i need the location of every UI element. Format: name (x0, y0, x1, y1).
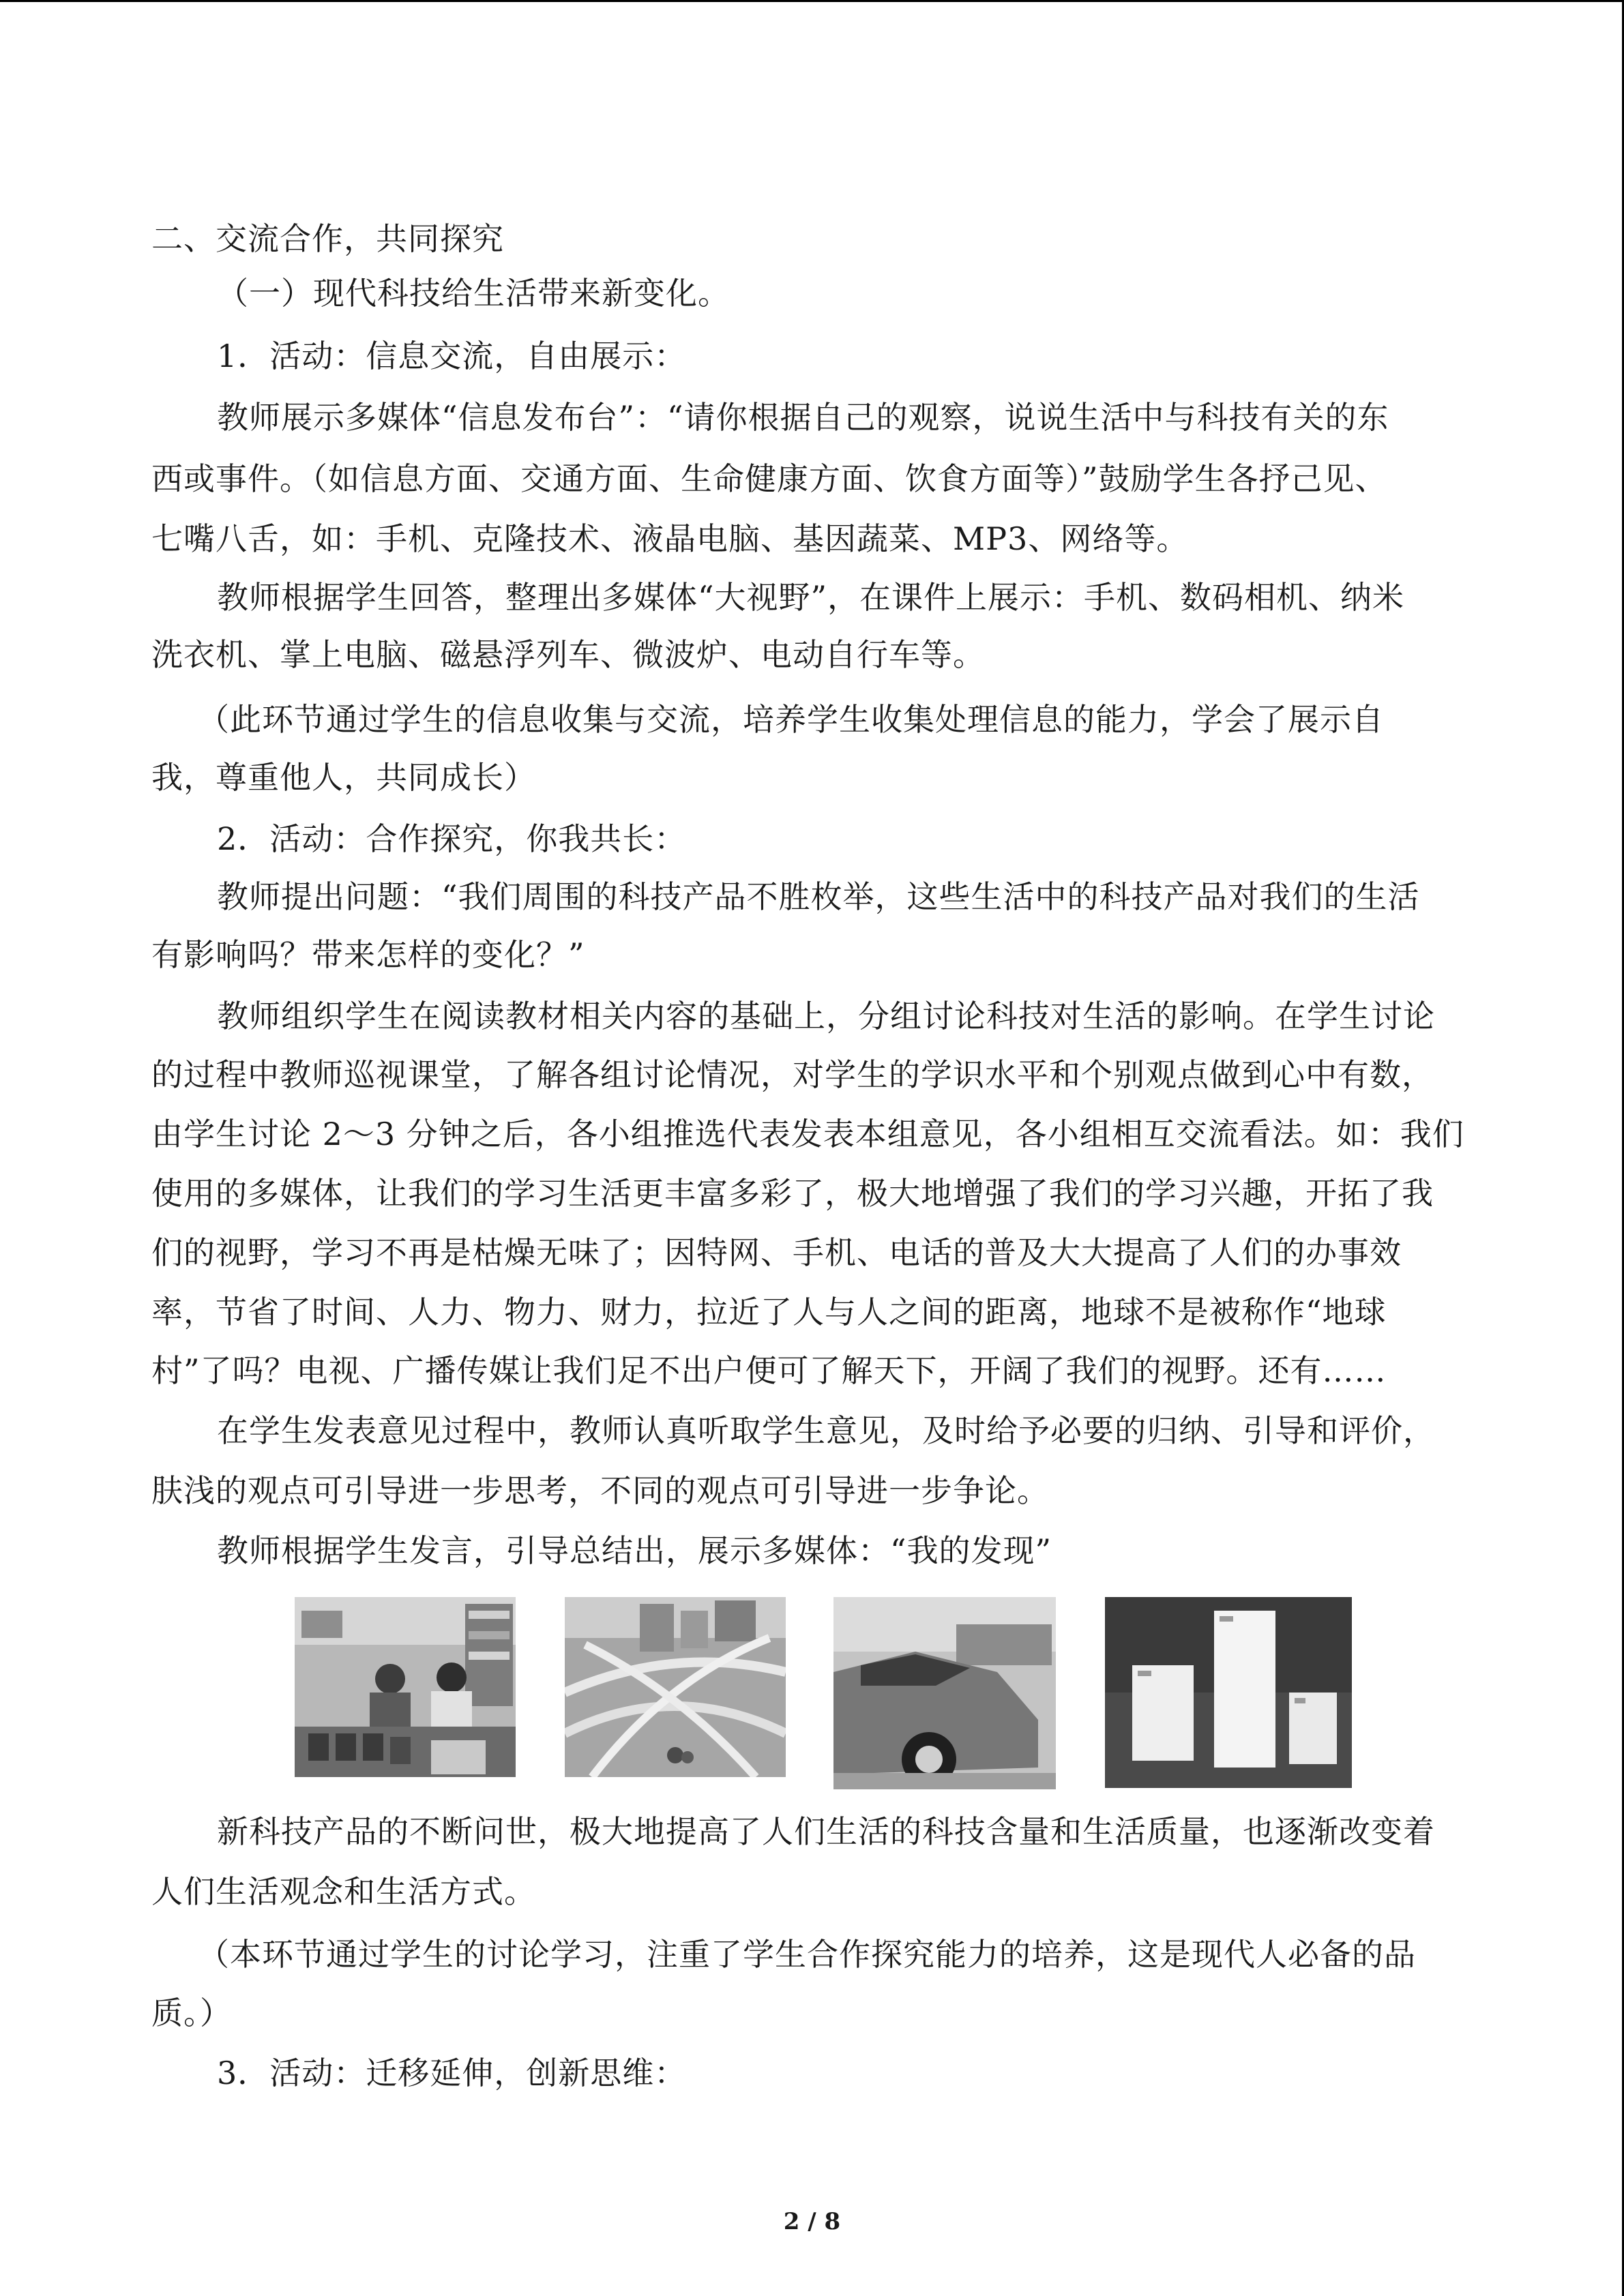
interchange-photo (565, 1597, 786, 1777)
paragraph-line: 有影响吗？带来怎样的变化？” (151, 936, 585, 973)
page-number: 2 / 8 (783, 2208, 841, 2235)
paragraph-line: 教师根据学生回答，整理出多媒体“大视野”，在课件上展示：手机、数码相机、纳米 (217, 579, 1405, 616)
paragraph-line: 在学生发表意见过程中，教师认真听取学生意见，及时给予必要的归纳、引导和评价， (217, 1412, 1435, 1449)
paragraph-line: 教师展示多媒体“信息发布台”：“请你根据自己的观察，说说生活中与科技有关的东 (217, 399, 1389, 436)
paragraph-line: 教师组织学生在阅读教材相关内容的基础上，分组讨论科技对生活的影响。在学生讨论 (217, 998, 1435, 1034)
paragraph-line: 洗衣机、掌上电脑、磁悬浮列车、微波炉、电动自行车等。 (151, 636, 985, 673)
activity-2-title: 2．活动：合作探究，你我共长： (217, 820, 687, 857)
paragraph-line: 肤浅的观点可引导进一步思考，不同的观点可引导进一步争论。 (151, 1472, 1049, 1509)
supermarket-photo (295, 1597, 516, 1777)
paragraph-line: 教师提出问题：“我们周围的科技产品不胜枚举，这些生活中的科技产品对我们的生活 (217, 878, 1420, 915)
paragraph-line: 我，尊重他人，共同成长） (151, 759, 536, 796)
paragraph-line: 教师根据学生发言，引导总结出，展示多媒体：“我的发现” (217, 1532, 1052, 1569)
paragraph-line: 七嘴八舌，如：手机、克隆技术、液晶电脑、基因蔬菜、MP3、网络等。 (151, 520, 1189, 557)
car-photo (833, 1597, 1056, 1789)
paragraph-line: 人们生活观念和生活方式。 (151, 1873, 536, 1910)
paragraph-line: 新科技产品的不断问世，极大地提高了人们生活的科技含量和生活质量，也逐渐改变着 (217, 1813, 1435, 1850)
subsection-heading: （一）现代科技给生活带来新变化。 (217, 275, 730, 312)
paragraph-line: 西或事件。（如信息方面、交通方面、生命健康方面、饮食方面等）”鼓励学生各抒己见、 (151, 460, 1387, 497)
section-heading: 二、交流合作，共同探究 (151, 220, 504, 257)
paragraph-line: 质。） (151, 1995, 232, 2031)
paragraph-line: （本环节通过学生的讨论学习，注重了学生合作探究能力的培养，这是现代人必备的品 (198, 1936, 1416, 1973)
paragraph-line: 们的视野，学习不再是枯燥无味了；因特网、手机、电话的普及大大提高了人们的办事效 (151, 1234, 1402, 1271)
activity-1-title: 1．活动：信息交流，自由展示： (217, 338, 687, 374)
paragraph-line: 率，节省了时间、人力、物力、财力，拉近了人与人之间的距离，地球不是被称作“地球 (151, 1294, 1387, 1330)
paragraph-line: 使用的多媒体，让我们的学习生活更丰富多彩了，极大地增强了我们的学习兴趣，开拓了我 (151, 1175, 1434, 1212)
paragraph-line: 村”了吗？电视、广播传媒让我们足不出户便可了解天下，开阔了我们的视野。还有…… (151, 1352, 1387, 1389)
activity-3-title: 3．活动：迁移延伸，创新思维： (217, 2055, 687, 2091)
paragraph-line: 的过程中教师巡视课堂，了解各组讨论情况，对学生的学识水平和个别观点做到心中有数， (151, 1056, 1434, 1093)
paragraph-line: 由学生讨论 2～3 分钟之后，各小组推选代表发表本组意见，各小组相互交流看法。如：我们 (151, 1116, 1464, 1152)
paragraph-line: （此环节通过学生的信息收集与交流，培养学生收集处理信息的能力，学会了展示自 (198, 701, 1384, 738)
appliances-photo (1105, 1597, 1352, 1788)
